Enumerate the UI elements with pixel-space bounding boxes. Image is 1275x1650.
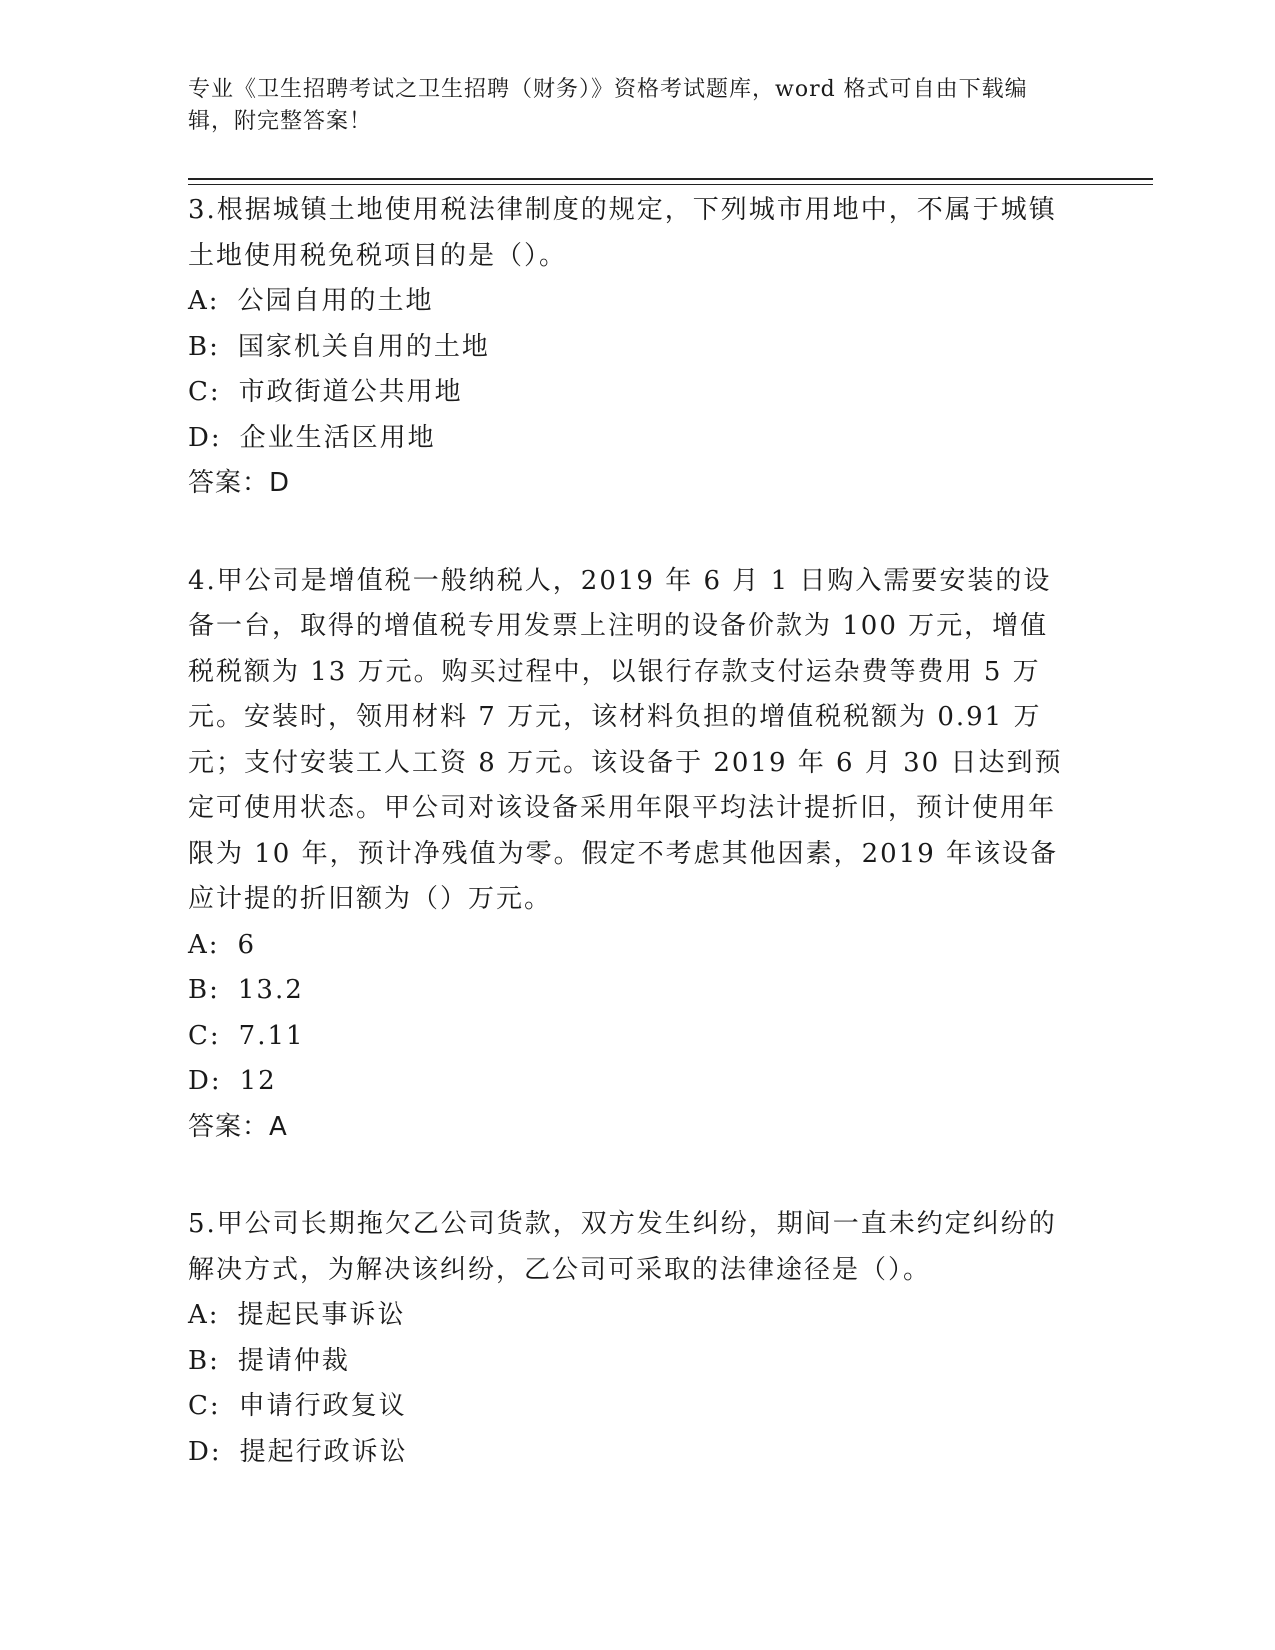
- option-d: [188, 1430, 1068, 1476]
- question-5: [188, 1202, 1068, 1475]
- question-stem: 4.甲公司是增值税一般纳税人，2019 年 6 月 1 日购入需要安装的设备一台，取得的增值税专用发票上注明的设备价款为 100 万元，增值税税额为 13 万元。购买过程中，以银行存款支付运杂费等费用 5 万元。安装时，领用材料 7 万元，该材料负担的增值税税额为 0.91 万元；支付安装工人工资 8 万元。该设备于 2019 年 6 月 30 日达到预定可使用状态。甲公司对该设备采用年限平均法计提折旧，预计使用年限为 10 年，预计净残值为零。假定不考虑其他因素，2019 年该设备应计提的折旧额为（）万元。: [188, 565, 1063, 914]
- question-stem: 5.甲公司长期拖欠乙公司货款，双方发生纠纷，期间一直未约定纠纷的解决方式，为解决该纠纷，乙公司可采取的法律途径是（）。: [188, 1209, 1057, 1285]
- option-letter: B:: [188, 975, 220, 1005]
- option-letter: B:: [188, 331, 220, 362]
- option-text: 申请行政复议: [238, 1391, 407, 1421]
- question-3: [188, 188, 1068, 507]
- option-d: [188, 1059, 1068, 1105]
- option-letter: A:: [188, 1300, 220, 1330]
- option-text: 提起行政诉讼: [239, 1436, 408, 1467]
- option-a: [188, 1293, 1068, 1339]
- option-letter: A:: [188, 929, 220, 960]
- option-letter: D:: [188, 422, 222, 453]
- option-text: 国家机关自用的土地: [237, 331, 490, 362]
- option-text: 提请仲裁: [237, 1345, 350, 1376]
- option-letter: C:: [188, 377, 221, 407]
- question-4: [188, 559, 1068, 1151]
- option-c: [188, 1014, 1068, 1060]
- option-letter: D:: [188, 1436, 222, 1467]
- option-c: [188, 370, 1068, 416]
- option-text: 市政街道公共用地: [238, 377, 463, 407]
- option-b: [188, 1339, 1068, 1385]
- option-text: 提起民事诉讼: [237, 1300, 406, 1330]
- option-text: 13.2: [237, 975, 304, 1005]
- option-c: [188, 1384, 1068, 1430]
- option-b: [188, 325, 1068, 371]
- option-a: [188, 923, 1068, 969]
- option-d: [188, 416, 1068, 462]
- option-text: 企业生活区用地: [239, 422, 436, 453]
- document-header: 专业《卫生招聘考试之卫生招聘（财务）》资格考试题库，word 格式可自由下载编辑，附完整答案！: [188, 77, 1028, 134]
- option-b: [188, 968, 1068, 1014]
- answer-line: 答案：A: [188, 1111, 288, 1142]
- option-text: 6: [237, 929, 257, 960]
- option-letter: C:: [188, 1020, 221, 1051]
- option-letter: D:: [188, 1066, 222, 1096]
- option-letter: B:: [188, 1345, 220, 1376]
- option-text: 公园自用的土地: [237, 286, 434, 316]
- option-text: 12: [239, 1066, 277, 1096]
- option-a: [188, 279, 1068, 325]
- option-letter: A:: [188, 286, 220, 316]
- header-divider-thin: [188, 184, 1153, 185]
- header-divider-thick: [188, 178, 1153, 180]
- question-stem: 3.根据城镇土地使用税法律制度的规定，下列城市用地中，不属于城镇土地使用税免税项目的是（）。: [188, 195, 1057, 271]
- answer-line: 答案：D: [188, 468, 291, 498]
- question-list: [188, 188, 1068, 1527]
- option-text: 7.11: [238, 1020, 305, 1051]
- option-letter: C:: [188, 1391, 221, 1421]
